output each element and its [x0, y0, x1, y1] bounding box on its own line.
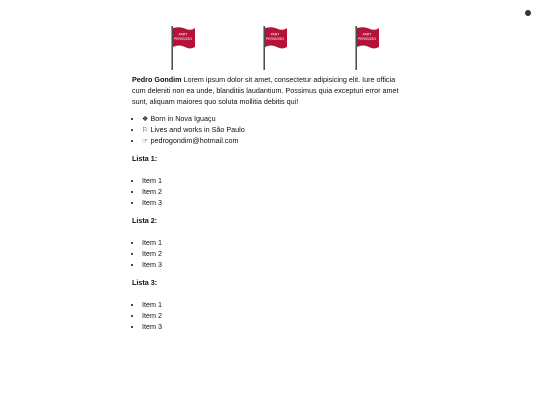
- flag-image-3: [354, 26, 380, 70]
- info-item-label: pedrogondim@hotmail.com: [150, 136, 239, 145]
- info-item-residence: [142, 124, 402, 135]
- pointing-hand-icon: ☞: [142, 136, 149, 145]
- list-item: • Item 2: [142, 310, 402, 321]
- flag-text-2: PART PERIGOSO: [265, 32, 285, 41]
- corner-dot-icon: [525, 10, 531, 16]
- list-3: [132, 299, 402, 332]
- list-1-title: Lista 1:: [132, 154, 158, 163]
- list-3-title: Lista 3:: [132, 278, 158, 287]
- info-list: [132, 113, 402, 146]
- list-2: [132, 237, 402, 270]
- list-item: • Item 1: [142, 299, 402, 310]
- info-item-email: [142, 135, 402, 146]
- flag-image-1: [170, 26, 196, 70]
- list-2-title: Lista 2:: [132, 216, 158, 225]
- list-item: • Item 1: [142, 175, 402, 186]
- author-name: Pedro Gondim: [132, 75, 182, 84]
- flag-icon: ⚐: [142, 125, 149, 134]
- bio-text: Lorem ipsum dolor sit amet, consectetur adipisicing elit. Iure officia cum deleniti non ea unde, blanditiis laudantium. Possimus quia excepturi error amet sunt, aliquam maiores quo soluta mollitia debitis qui!: [132, 75, 399, 106]
- flag-text-3: PART PERIGOSO: [357, 32, 377, 41]
- list-item: • Item 2: [142, 186, 402, 197]
- info-item-label: Lives and works in São Paulo: [150, 125, 245, 134]
- flag-text-1: PART PERIGOSO: [173, 32, 193, 41]
- list-item: • Item 3: [142, 197, 402, 208]
- list-item: • Item 3: [142, 259, 402, 270]
- flag-image-2: [262, 26, 288, 70]
- list-1: [132, 175, 402, 208]
- list-item: • Item 1: [142, 237, 402, 248]
- info-item-birthplace: [142, 113, 402, 124]
- flag-banner: [170, 26, 380, 70]
- diamond-icon: ❖: [142, 114, 149, 123]
- list-item: • Item 2: [142, 248, 402, 259]
- bio-paragraph: [132, 74, 402, 107]
- info-item-label: Born in Nova Iguaçu: [150, 114, 216, 123]
- main-content: [132, 74, 402, 339]
- list-item: • Item 3: [142, 321, 402, 332]
